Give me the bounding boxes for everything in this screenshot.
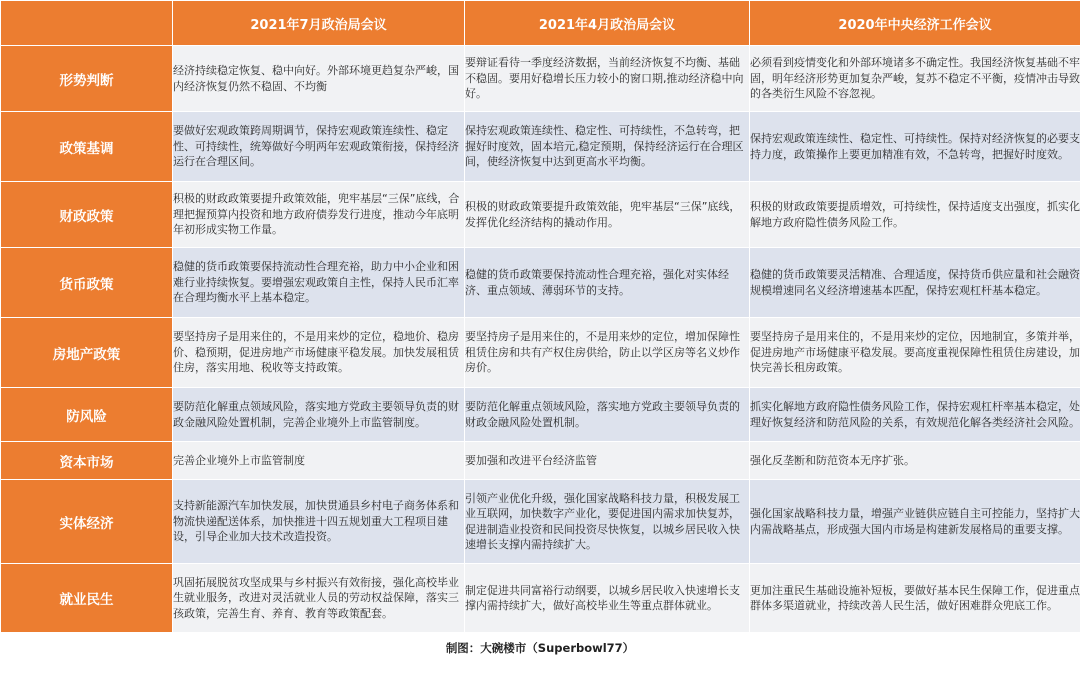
table-body (1, 46, 1080, 633)
table-cell: 抓实化解地方政府隐性债务风险工作，保持宏观杠杆率基本稳定，处理好恢复经济和防范风险的关系，有效规范化解各类经济社会风险。 (750, 388, 1080, 442)
table-cell: 要做好宏观政策跨周期调节，保持宏观政策连续性、稳定性、可持续性，统筹做好今明两年宏观政策衔接，保持经济运行在合理区间。 (173, 112, 465, 182)
table-cell: 积极的财政政策要提质增效，可持续性，保持适度支出强度，抓实化解地方政府隐性债务风险工作。 (750, 182, 1080, 248)
table-cell: 要坚持房子是用来住的，不是用来炒的定位，稳地价、稳房价、稳预期，促进房地产市场健康平稳发展。加快发展租赁住房，落实用地、税收等支持政策。 (173, 318, 465, 388)
table-cell: 要防范化解重点领域风险，落实地方党政主要领导负责的财政金融风险处置机制。 (465, 388, 750, 442)
table-cell: 强化反垄断和防范资本无序扩张。 (750, 442, 1080, 480)
table-row (1, 248, 1080, 318)
row-label: 形势判断 (1, 46, 173, 112)
table-cell: 引领产业优化升级，强化国家战略科技力量，积极发展工业互联网，加快数字产业化，要促进国内需求加快复苏，促进制造业投资和民间投资尽快恢复，以城乡居民收入快速增长支撑内需持续扩大。 (465, 480, 750, 564)
table-cell: 要坚持房子是用来住的，不是用来炒的定位，因地制宜，多策并举，促进房地产市场健康平稳发展。要高度重视保障性租赁住房建设，加快完善长租房政策。 (750, 318, 1080, 388)
table-cell: 要坚持房子是用来住的，不是用来炒的定位，增加保障性租赁住房和共有产权住房供给，防止以学区房等名义炒作房价。 (465, 318, 750, 388)
table-cell: 强化国家战略科技力量，增强产业链供应链自主可控能力，坚持扩大内需战略基点，形成强大国内市场是构建新发展格局的重要支撑。 (750, 480, 1080, 564)
table-cell: 积极的财政政策要提升政策效能，兜牢基层“三保”底线，合理把握预算内投资和地方政府债券发行进度，推动今年底明年初形成实物工作量。 (173, 182, 465, 248)
row-label: 货币政策 (1, 248, 173, 318)
table-cell: 保持宏观政策连续性、稳定性、可持续性，不急转弯，把握好时度效，固本培元,稳定预期，保持经济运行在合理区间，使经济恢复中达到更高水平均衡。 (465, 112, 750, 182)
table-cell: 制定促进共同富裕行动纲要，以城乡居民收入快速增长支撑内需持续扩大，做好高校毕业生等重点群体就业。 (465, 564, 750, 633)
row-label: 就业民生 (1, 564, 173, 633)
table-row (1, 388, 1080, 442)
table-cell: 更加注重民生基础设施补短板，要做好基本民生保障工作，促进重点群体多渠道就业，持续改善人民生活，做好困难群众兜底工作。 (750, 564, 1080, 633)
table-cell: 巩固拓展脱贫攻坚成果与乡村振兴有效衔接，强化高校毕业生就业服务，改进对灵活就业人员的劳动权益保障，落实三孩政策，完善生育、养育、教育等政策配套。 (173, 564, 465, 633)
row-label: 资本市场 (1, 442, 173, 480)
header-2021-july: 2021年7月政治局会议 (173, 1, 465, 46)
table-cell: 保持宏观政策连续性、稳定性、可持续性。保持对经济恢复的必要支持力度，政策操作上要更加精准有效，不急转弯，把握好时度效。 (750, 112, 1080, 182)
table-row (1, 480, 1080, 564)
table-row (1, 182, 1080, 248)
row-label: 房地产政策 (1, 318, 173, 388)
table-row (1, 564, 1080, 633)
table-cell: 积极的财政政策要提升政策效能，兜牢基层“三保”底线，发挥优化经济结构的撬动作用。 (465, 182, 750, 248)
table-cell: 经济持续稳定恢复、稳中向好。外部环境更趋复杂严峻，国内经济恢复仍然不稳固、不均衡 (173, 46, 465, 112)
table-row (1, 46, 1080, 112)
header-corner (1, 1, 173, 46)
table-row (1, 112, 1080, 182)
table-header (1, 1, 1080, 46)
row-label: 政策基调 (1, 112, 173, 182)
table-row (1, 318, 1080, 388)
table-cell: 要加强和改进平台经济监管 (465, 442, 750, 480)
table-cell: 要辩证看待一季度经济数据，当前经济恢复不均衡、基础不稳固。要用好稳增长压力较小的窗口期,推动经济稳中向好。 (465, 46, 750, 112)
table-cell: 必须看到疫情变化和外部环境诸多不确定性。我国经济恢复基础不牢固，明年经济形势更加复杂严峻，复苏不稳定不平衡，疫情冲击导致的各类衍生风险不容忽视。 (750, 46, 1080, 112)
table-cell: 完善企业境外上市监管制度 (173, 442, 465, 480)
table-cell: 稳健的货币政策要保持流动性合理充裕，助力中小企业和困难行业持续恢复。要增强宏观政策自主性，保持人民币汇率在合理均衡水平上基本稳定。 (173, 248, 465, 318)
header-2021-april: 2021年4月政治局会议 (465, 1, 750, 46)
table-cell: 稳健的货币政策要灵活精准、合理适度，保持货币供应量和社会融资规模增速同名义经济增速基本匹配，保持宏观杠杆基本稳定。 (750, 248, 1080, 318)
header-2020-cewc: 2020年中央经济工作会议 (750, 1, 1080, 46)
row-label: 财政政策 (1, 182, 173, 248)
row-label: 防风险 (1, 388, 173, 442)
table-row (1, 442, 1080, 480)
source-caption: 制图：大碗楼市（Superbowl77） (445, 641, 635, 655)
table-cell: 要防范化解重点领域风险，落实地方党政主要领导负责的财政金融风险处置机制，完善企业境外上市监管制度。 (173, 388, 465, 442)
table-cell: 支持新能源汽车加快发展，加快贯通县乡村电子商务体系和物流快递配送体系，加快推进十四五规划重大工程项目建设，引导企业加大技术改造投资。 (173, 480, 465, 564)
row-label: 实体经济 (1, 480, 173, 564)
table-cell: 稳健的货币政策要保持流动性合理充裕，强化对实体经济、重点领域、薄弱环节的支持。 (465, 248, 750, 318)
